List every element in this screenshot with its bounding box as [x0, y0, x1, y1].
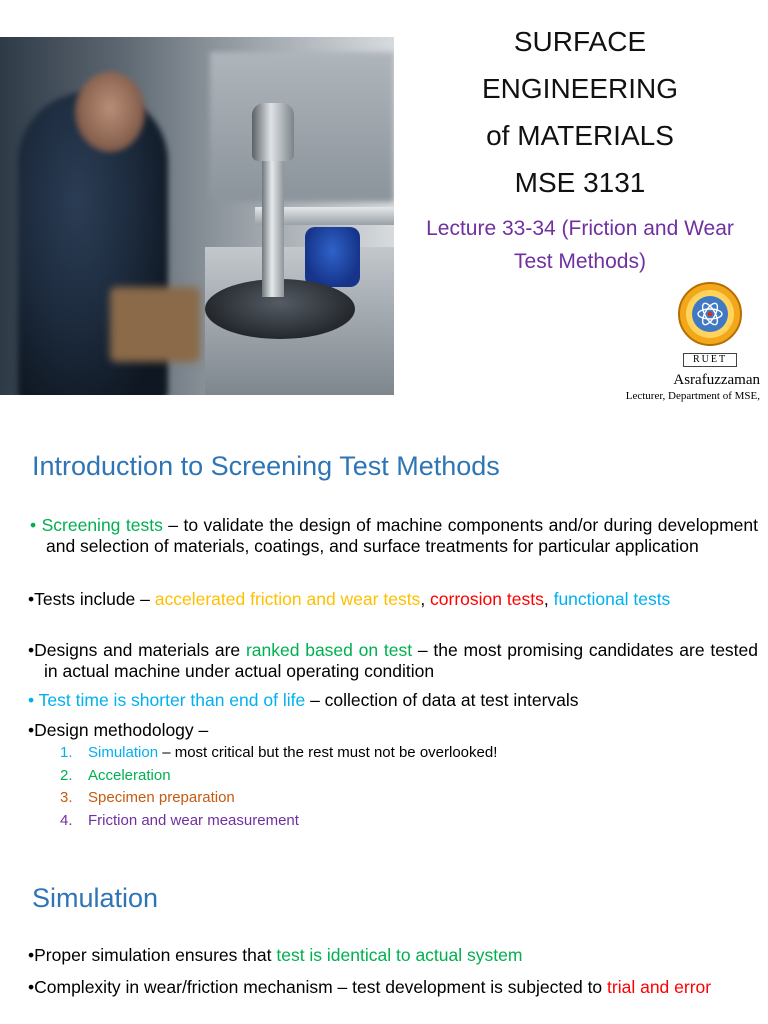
list-item — [60, 787, 497, 810]
slide-heading: Introduction to Screening Test Methods — [32, 451, 500, 481]
bullet-text: – the most promising candidates are tested in actual machine under actual operating condition — [44, 640, 758, 681]
list-label: Simulation — [88, 744, 159, 761]
simulation-slide — [0, 845, 768, 1024]
bullet-tests-include — [28, 589, 758, 610]
title-line: ENGINEERING — [481, 73, 679, 104]
list-label: Acceleration — [88, 766, 171, 784]
list-label: Specimen preparation — [88, 789, 235, 806]
author-name: Asrafuzzaman — [673, 372, 760, 388]
list-text: – most critical but the rest must not be overlooked! — [158, 744, 498, 761]
title-slide — [0, 0, 768, 405]
bullet-text: – collection of data at test intervals — [305, 690, 579, 710]
author-role: Lecturer, Department of MSE, — [625, 390, 760, 402]
term-functional-tests: functional tests — [553, 589, 671, 609]
university-logo — [677, 281, 743, 371]
term-test-time: • Test time is shorter than end of life — [28, 690, 306, 710]
logo-label: RUET — [683, 353, 737, 367]
term-trial-error: trial and error — [607, 977, 712, 997]
methodology-list — [60, 742, 497, 832]
bullet-screening-tests — [30, 515, 758, 557]
title-line: SURFACE — [513, 26, 647, 57]
term-identical-test: test is identical to actual system — [276, 945, 523, 965]
term-corrosion-tests: corrosion tests — [430, 589, 544, 609]
bullet-text: – to validate the design of machine components and/or during development and selection of materials, coatings, and surface treatments for particular application — [46, 515, 758, 556]
course-title — [400, 18, 760, 278]
list-item — [60, 742, 497, 765]
bullet-text: •Tests include – — [28, 589, 155, 609]
ruet-emblem-icon — [677, 281, 743, 347]
bullet-proper-simulation — [28, 945, 758, 966]
term-friction-wear-tests: accelerated friction and wear tests — [154, 589, 421, 609]
separator: , — [543, 589, 554, 609]
list-item — [60, 810, 497, 833]
list-number: 1. — [60, 744, 73, 761]
title-line: of MATERIALS — [486, 120, 674, 151]
bullet-designs-ranked — [28, 640, 758, 682]
list-number: 2. — [60, 766, 73, 784]
bullet-marker: • — [30, 515, 37, 535]
bullet-complexity — [28, 977, 758, 998]
subtitle-line: Lecture 33-34 (Friction and Wear — [426, 217, 734, 240]
list-label: Friction and wear measurement — [88, 811, 299, 829]
bullet-text: •Complexity in wear/friction mechanism – test development is subjected to — [28, 977, 608, 997]
lecture-subtitle — [400, 212, 760, 278]
term-ranked: ranked based on test — [245, 640, 413, 660]
term-screening-tests: Screening tests — [41, 515, 163, 535]
list-number: 4. — [60, 811, 73, 829]
bullet-test-time — [28, 690, 758, 711]
bullet-text: •Designs and materials are — [28, 640, 246, 660]
list-number: 3. — [60, 789, 73, 806]
screening-methods-slide — [0, 405, 768, 845]
subtitle-line: Test Methods) — [514, 250, 646, 273]
bullet-text: •Proper simulation ensures that — [28, 945, 277, 965]
title-line: MSE 3131 — [514, 167, 646, 198]
slide-heading: Simulation — [32, 883, 159, 913]
bullet-design-methodology: •Design methodology – — [28, 720, 209, 740]
laboratory-photo — [0, 37, 394, 395]
separator: , — [420, 589, 431, 609]
list-item — [60, 765, 497, 788]
